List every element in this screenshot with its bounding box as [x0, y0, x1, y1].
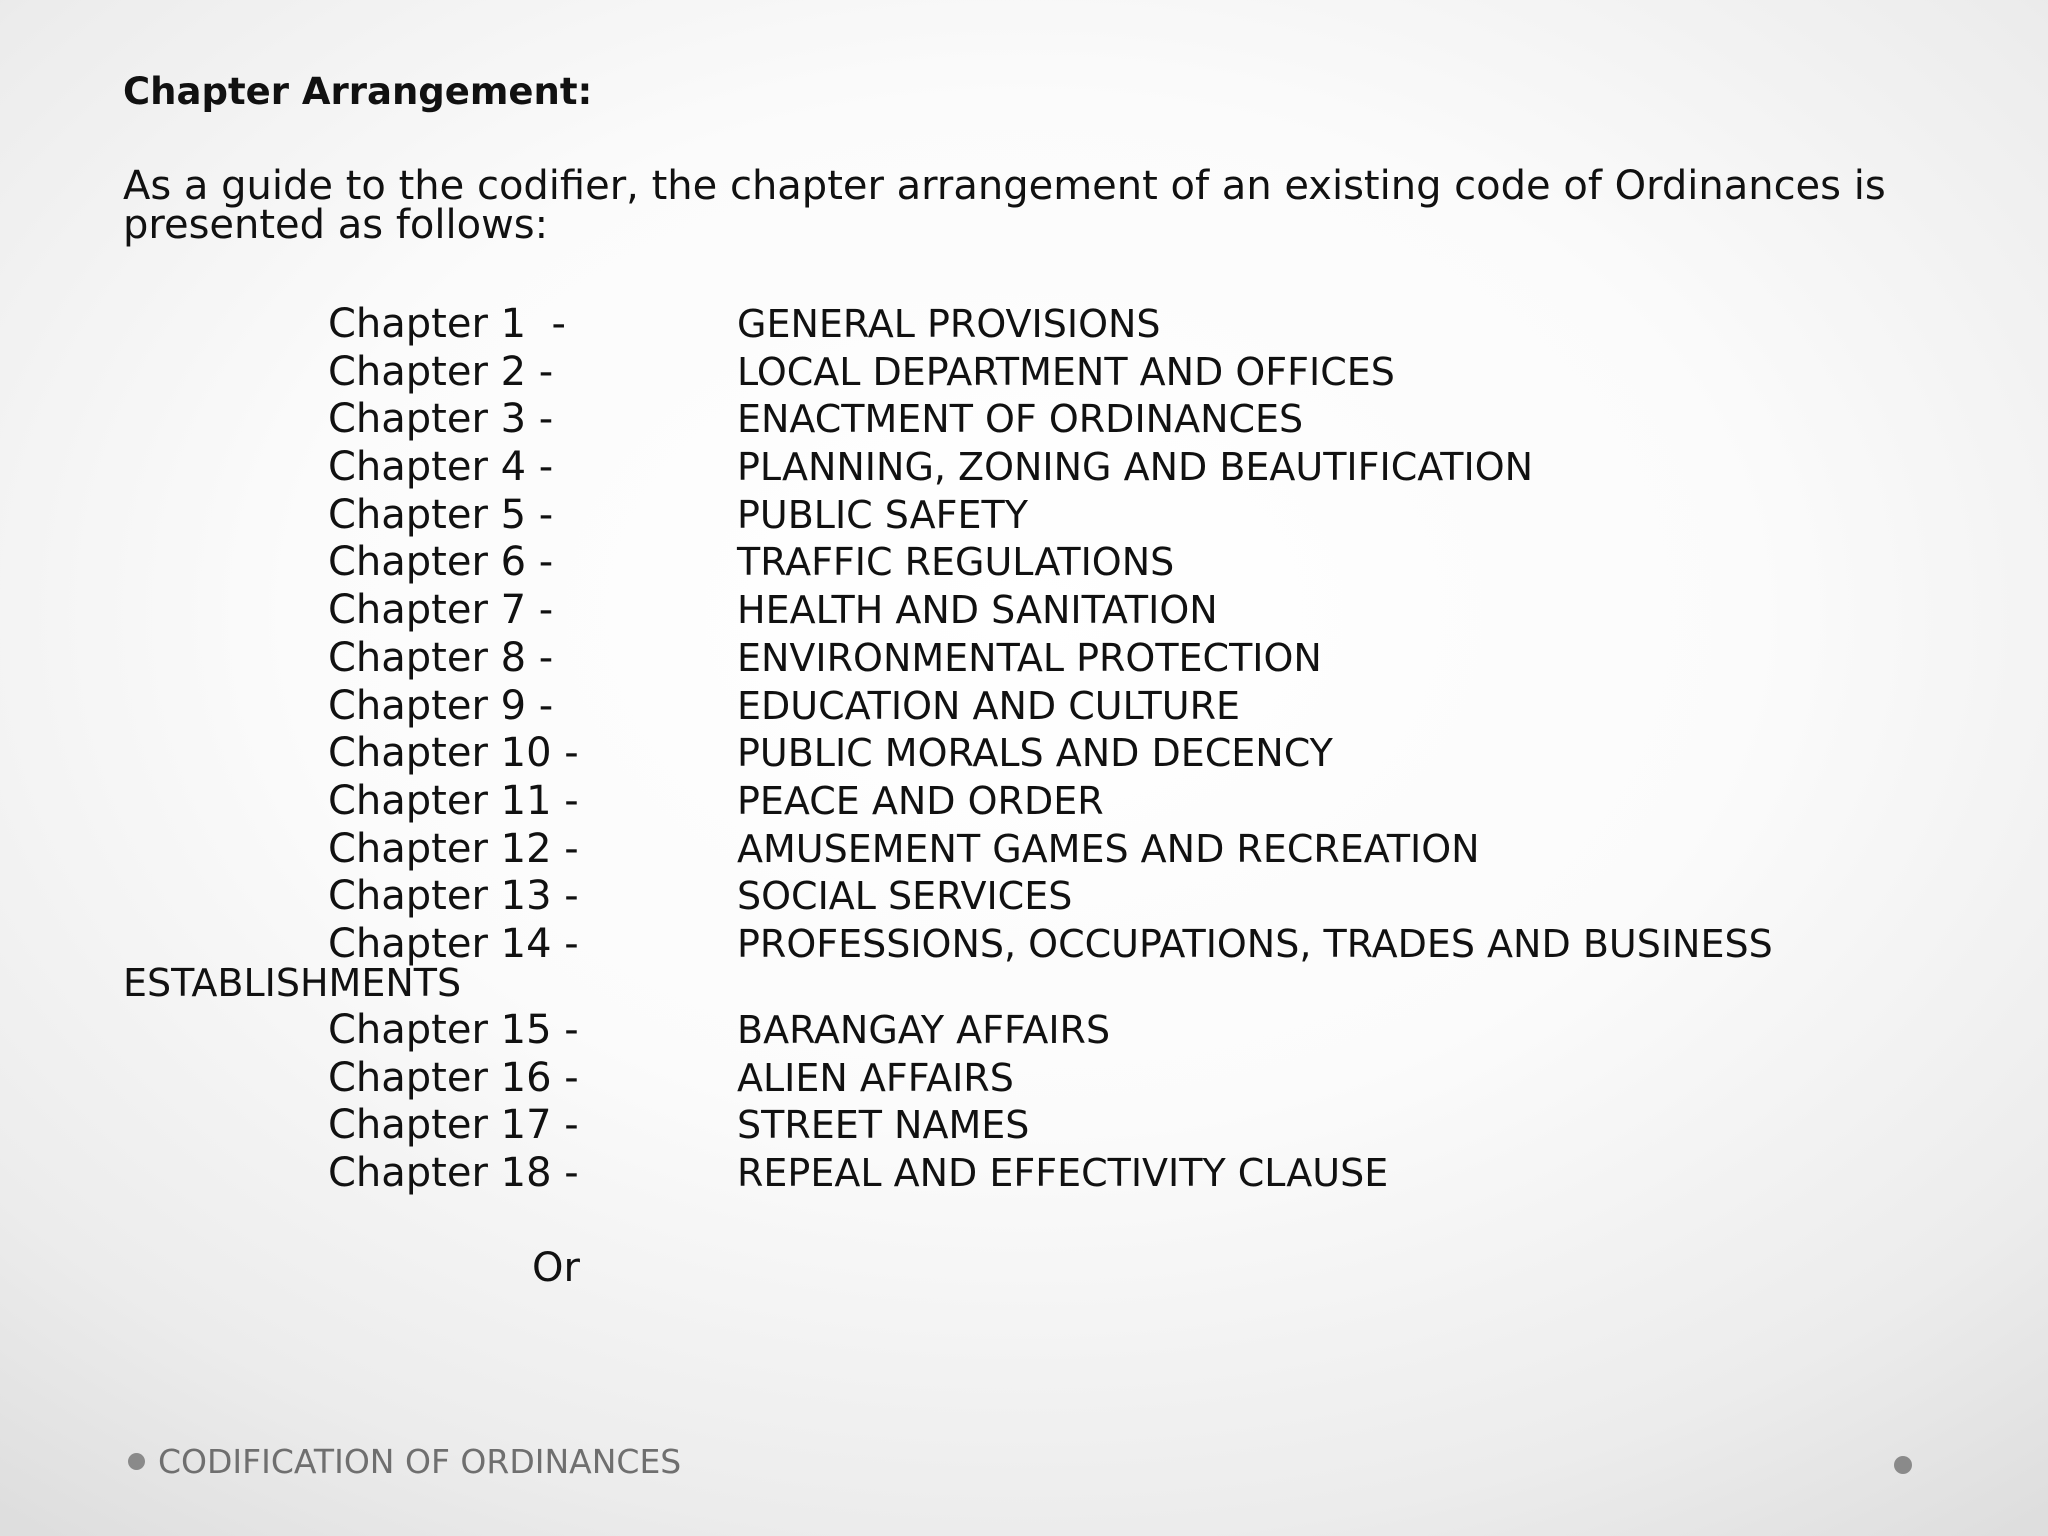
chapter-row [0, 921, 2048, 1007]
chapter-row [0, 1055, 2048, 1103]
chapter-row [0, 873, 2048, 921]
chapter-number: Chapter 6 - [328, 539, 554, 586]
chapter-number: Chapter 10 - [328, 730, 579, 777]
chapter-title: BARANGAY AFFAIRS [737, 1007, 1111, 1052]
footer-bullet-icon [128, 1453, 145, 1470]
chapter-number: Chapter 17 - [328, 1102, 579, 1149]
chapter-number: Chapter 7 - [328, 587, 554, 634]
chapter-title: EDUCATION AND CULTURE [737, 683, 1240, 728]
chapter-title: ENACTMENT OF ORDINANCES [737, 397, 1304, 442]
chapter-row [0, 826, 2048, 874]
chapter-title: ALIEN AFFAIRS [737, 1055, 1014, 1100]
chapter-row [0, 587, 2048, 635]
chapter-row [0, 778, 2048, 826]
chapter-title: PEACE AND ORDER [737, 778, 1104, 823]
chapter-row [0, 539, 2048, 587]
chapter-number: Chapter 4 - [328, 444, 554, 491]
chapter-number: Chapter 5 - [328, 491, 554, 538]
chapter-row [0, 444, 2048, 492]
chapter-title: ENVIRONMENTAL PROTECTION [737, 635, 1322, 680]
chapter-number: Chapter 13 - [328, 873, 579, 920]
chapter-row [0, 1150, 2048, 1198]
chapter-title: REPEAL AND EFFECTIVITY CLAUSE [737, 1151, 1389, 1195]
chapter-row [0, 683, 2048, 731]
chapter-number: Chapter 14 - [328, 920, 579, 967]
footer-title: CODIFICATION OF ORDINANCES [158, 1442, 682, 1481]
or-text: Or [532, 1245, 580, 1291]
chapter-title: GENERAL PROVISIONS [737, 302, 1161, 346]
chapter-number: Chapter 8 - [328, 634, 554, 681]
chapter-number: Chapter 1 - [328, 301, 566, 347]
chapter-title-continuation: ESTABLISHMENTS [123, 960, 462, 1005]
chapter-title: PUBLIC MORALS AND DECENCY [737, 731, 1333, 776]
chapter-title: SOCIAL SERVICES [737, 874, 1073, 919]
chapter-title: STREET NAMES [737, 1103, 1030, 1148]
chapter-row [0, 1007, 2048, 1055]
chapter-number: Chapter 2 - [328, 348, 554, 395]
chapter-number: Chapter 15 - [328, 1006, 579, 1053]
chapter-title: AMUSEMENT GAMES AND RECREATION [737, 826, 1480, 871]
chapter-row [0, 635, 2048, 683]
chapter-title: PROFESSIONS, OCCUPATIONS, TRADES AND BUSINESS [737, 921, 1773, 966]
chapter-row [0, 730, 2048, 778]
page-indicator-icon [1894, 1456, 1912, 1474]
chapter-number: Chapter 16 - [328, 1054, 579, 1101]
chapter-title: PLANNING, ZONING AND BEAUTIFICATION [737, 445, 1534, 490]
chapter-row [0, 301, 2048, 349]
chapter-row [0, 492, 2048, 540]
chapter-number: Chapter 18 - [328, 1150, 579, 1196]
chapter-row [0, 349, 2048, 397]
chapter-title: HEALTH AND SANITATION [737, 588, 1218, 633]
chapter-list [0, 301, 2048, 1198]
chapter-number: Chapter 12 - [328, 825, 579, 872]
chapter-number: Chapter 3 - [328, 396, 554, 443]
chapter-row [0, 1102, 2048, 1150]
slide-title: Chapter Arrangement: [123, 70, 593, 113]
footer [128, 1442, 681, 1481]
chapter-title: TRAFFIC REGULATIONS [737, 540, 1175, 585]
chapter-title: LOCAL DEPARTMENT AND OFFICES [737, 349, 1395, 394]
chapter-row [0, 396, 2048, 444]
chapter-number: Chapter 11 - [328, 777, 579, 824]
chapter-title: PUBLIC SAFETY [737, 492, 1028, 537]
chapter-number: Chapter 9 - [328, 682, 554, 729]
intro-paragraph: As a guide to the codifier, the chapter arrangement of an existing code of Ordinances is presented as follows: [123, 163, 1886, 248]
